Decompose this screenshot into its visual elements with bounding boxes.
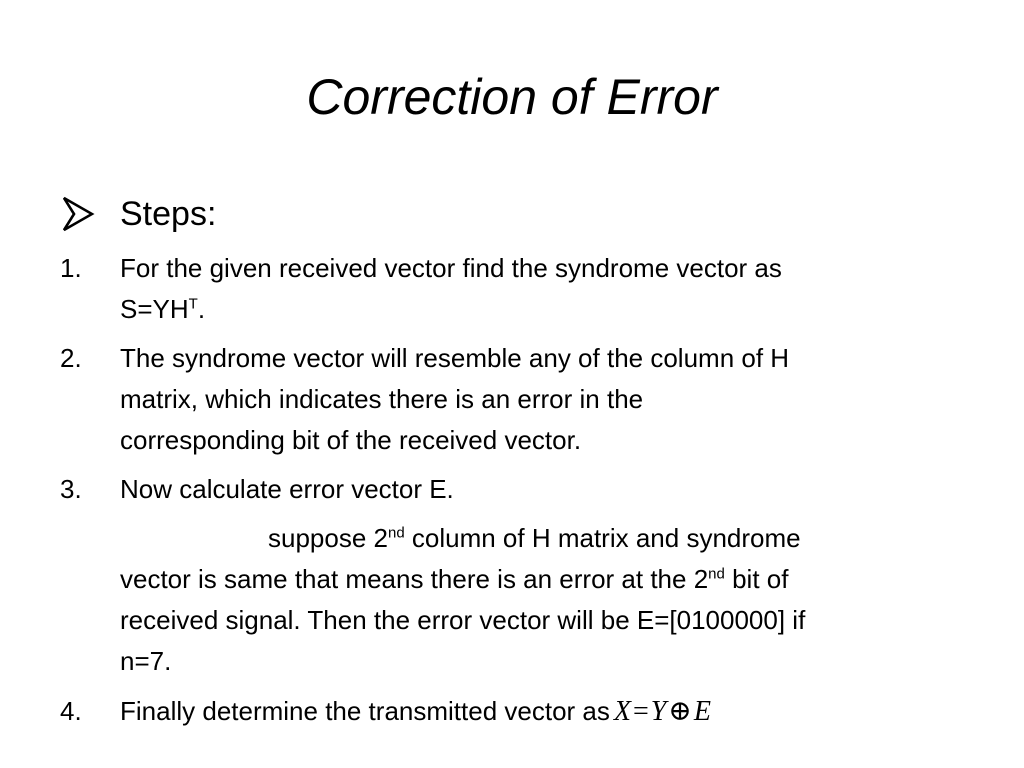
step-text [120, 691, 960, 732]
step-number: 4. [60, 696, 82, 726]
step-4 [60, 691, 960, 732]
formula-y: Y [650, 696, 667, 727]
step-text [120, 338, 960, 461]
xor-operator-icon: ⊕ [668, 696, 692, 727]
step-text [120, 248, 960, 330]
step-line: Now calculate error vector E. [120, 474, 454, 504]
step-line [120, 289, 960, 330]
note-text: vector is same that means there is an error at the 2 [120, 564, 709, 594]
step-number: 1. [60, 253, 82, 283]
ordinal-superscript: nd [708, 565, 725, 583]
steps-heading-text: Steps: [120, 195, 217, 233]
period: . [197, 294, 206, 324]
note-text: bit of [724, 564, 789, 594]
formula-x: X [613, 696, 631, 727]
ordinal-superscript: nd [387, 524, 405, 542]
formula-e: E [693, 696, 711, 727]
slide-title: Correction of Error [306, 69, 718, 125]
step-text [120, 469, 960, 682]
step-line: The syndrome vector will resemble any of the column of H [120, 343, 790, 373]
step-line [120, 691, 960, 732]
step-note-line: n=7. [120, 646, 172, 676]
note-text: suppose 2 [268, 523, 388, 553]
step-number: 3. [60, 474, 82, 504]
formula-equals: = [632, 696, 649, 727]
step-note-line [120, 559, 960, 600]
step-note-line: received signal. Then the error vector will be E=[0100000] if [120, 605, 806, 635]
step-note-line [120, 518, 960, 559]
step-3 [60, 469, 960, 682]
steps-heading [60, 190, 216, 238]
step-line-text: Finally determine the transmitted vector as [120, 696, 610, 726]
syndrome-formula: S=YH [120, 294, 189, 324]
step-line: For the given received vector find the syndrome vector as [120, 253, 782, 283]
transmitted-vector-formula [614, 696, 711, 727]
step-line: matrix, which indicates there is an error in the [120, 384, 644, 414]
step-1 [60, 248, 960, 330]
step-number: 2. [60, 343, 82, 373]
note-text: column of H matrix and syndrome [404, 523, 801, 553]
step-line: corresponding bit of the received vector. [120, 425, 582, 455]
step-2 [60, 338, 960, 461]
arrow-bullet-icon [60, 194, 96, 234]
transpose-superscript: T [188, 295, 198, 313]
